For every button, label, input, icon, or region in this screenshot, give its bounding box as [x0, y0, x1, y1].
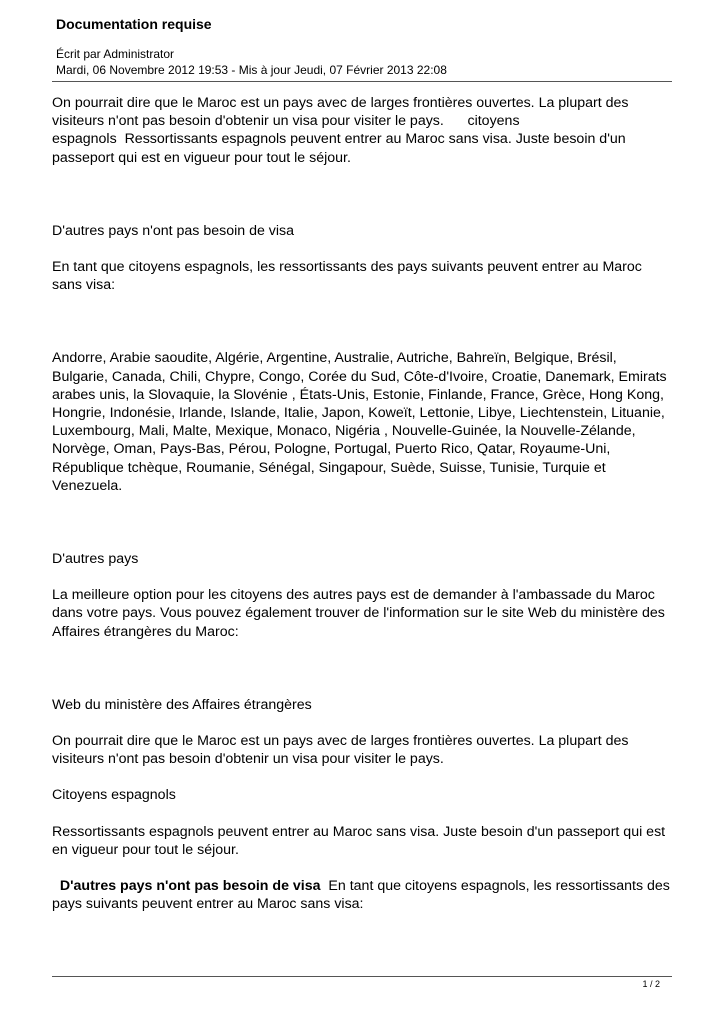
page-title: Documentation requise [56, 16, 212, 32]
article-body [52, 94, 674, 913]
spanish-paragraph: Ressortissants espagnols peuvent entrer au Maroc sans visa. Juste besoin d'un passeport qui est en vigueur pour tout le séjour. [52, 823, 666, 858]
spanish-citizens-heading: Citoyens espagnols [52, 787, 176, 804]
no-visa-paragraph: En tant que citoyens espagnols, les ressortissants des pays suivants peuvent entrer au Maroc sans visa: [52, 259, 642, 294]
repeat-intro-paragraph: On pourrait dire que le Maroc est un pays avec de larges frontières ouvertes. La plupart des visiteurs n'ont pas besoin d'obtenir un visa pour visiter le pays. [52, 733, 629, 768]
author-line: Écrit par Administrator [56, 47, 175, 61]
header-divider [52, 81, 672, 82]
final-paragraph [52, 877, 674, 913]
section-heading-other-countries: D'autres pays [52, 551, 139, 568]
section-heading-no-visa: D'autres pays n'ont pas besoin de visa [52, 222, 295, 239]
page-number: 1 / 2 [642, 979, 660, 989]
other-countries-paragraph: La meilleure option pour les citoyens des autres pays est de demander à l'ambassade du Maroc dans votre pays. Vous pouvez également trouver de l'information sur le site Web du ministère des Affaires étrangères du Maroc: [52, 587, 665, 640]
date-line: Mardi, 06 Novembre 2012 19:53 - Mis à jour Jeudi, 07 Février 2013 22:08 [56, 63, 447, 77]
footer-divider [52, 976, 672, 977]
final-text: En tant que citoyens espagnols, les ressortissants des pays suivants peuvent entrer au Maroc sans visa: [52, 878, 670, 913]
country-list-paragraph: Andorre, Arabie saoudite, Algérie, Argentine, Australie, Autriche, Bahreïn, Belgique, Brésil, Bulgarie, Canada, Chili, Chypre, Congo, Corée du Sud, Côte-d'Ivoire, Croatie, Danemark, Emirats arabes unis, la Slovaquie, la Slovénie , États-Unis, Estonie, Finlande, France, Grèce, Hong Kong, Hongrie, Indonésie, Irlande, Islande, Italie, Japon, Koweït, Lettonie, Libye, Liechtenstein, Lituanie, Luxembourg, Mali, Malte, Mexique, Monaco, Nigéria , Nouvelle-Guinée, la Nouvelle-Zélande, Norvège, Oman, Pays-Bas, Pérou, Pologne, Portugal, Puerto Rico, Qatar, Royaume-Uni, République tchèque, Roumanie, Sénégal, Singapour, Suède, Suisse, Tunisie, Turquie et Venezuela. [52, 350, 667, 494]
web-ministry-heading: Web du ministère des Affaires étrangères [52, 696, 312, 713]
inline-bold-heading: D'autres pays n'ont pas besoin de visa [59, 878, 321, 895]
intro-paragraph: On pourrait dire que le Maroc est un pays avec de larges frontières ouvertes. La plupart des visiteurs n'ont pas besoin d'obtenir un visa pour visiter le pays. citoyens espagnols Ressortissants espagnols peuvent entrer au Maroc sans visa. Juste besoin d'un passeport qui est en vigueur pour tout le séjour. [52, 95, 629, 166]
